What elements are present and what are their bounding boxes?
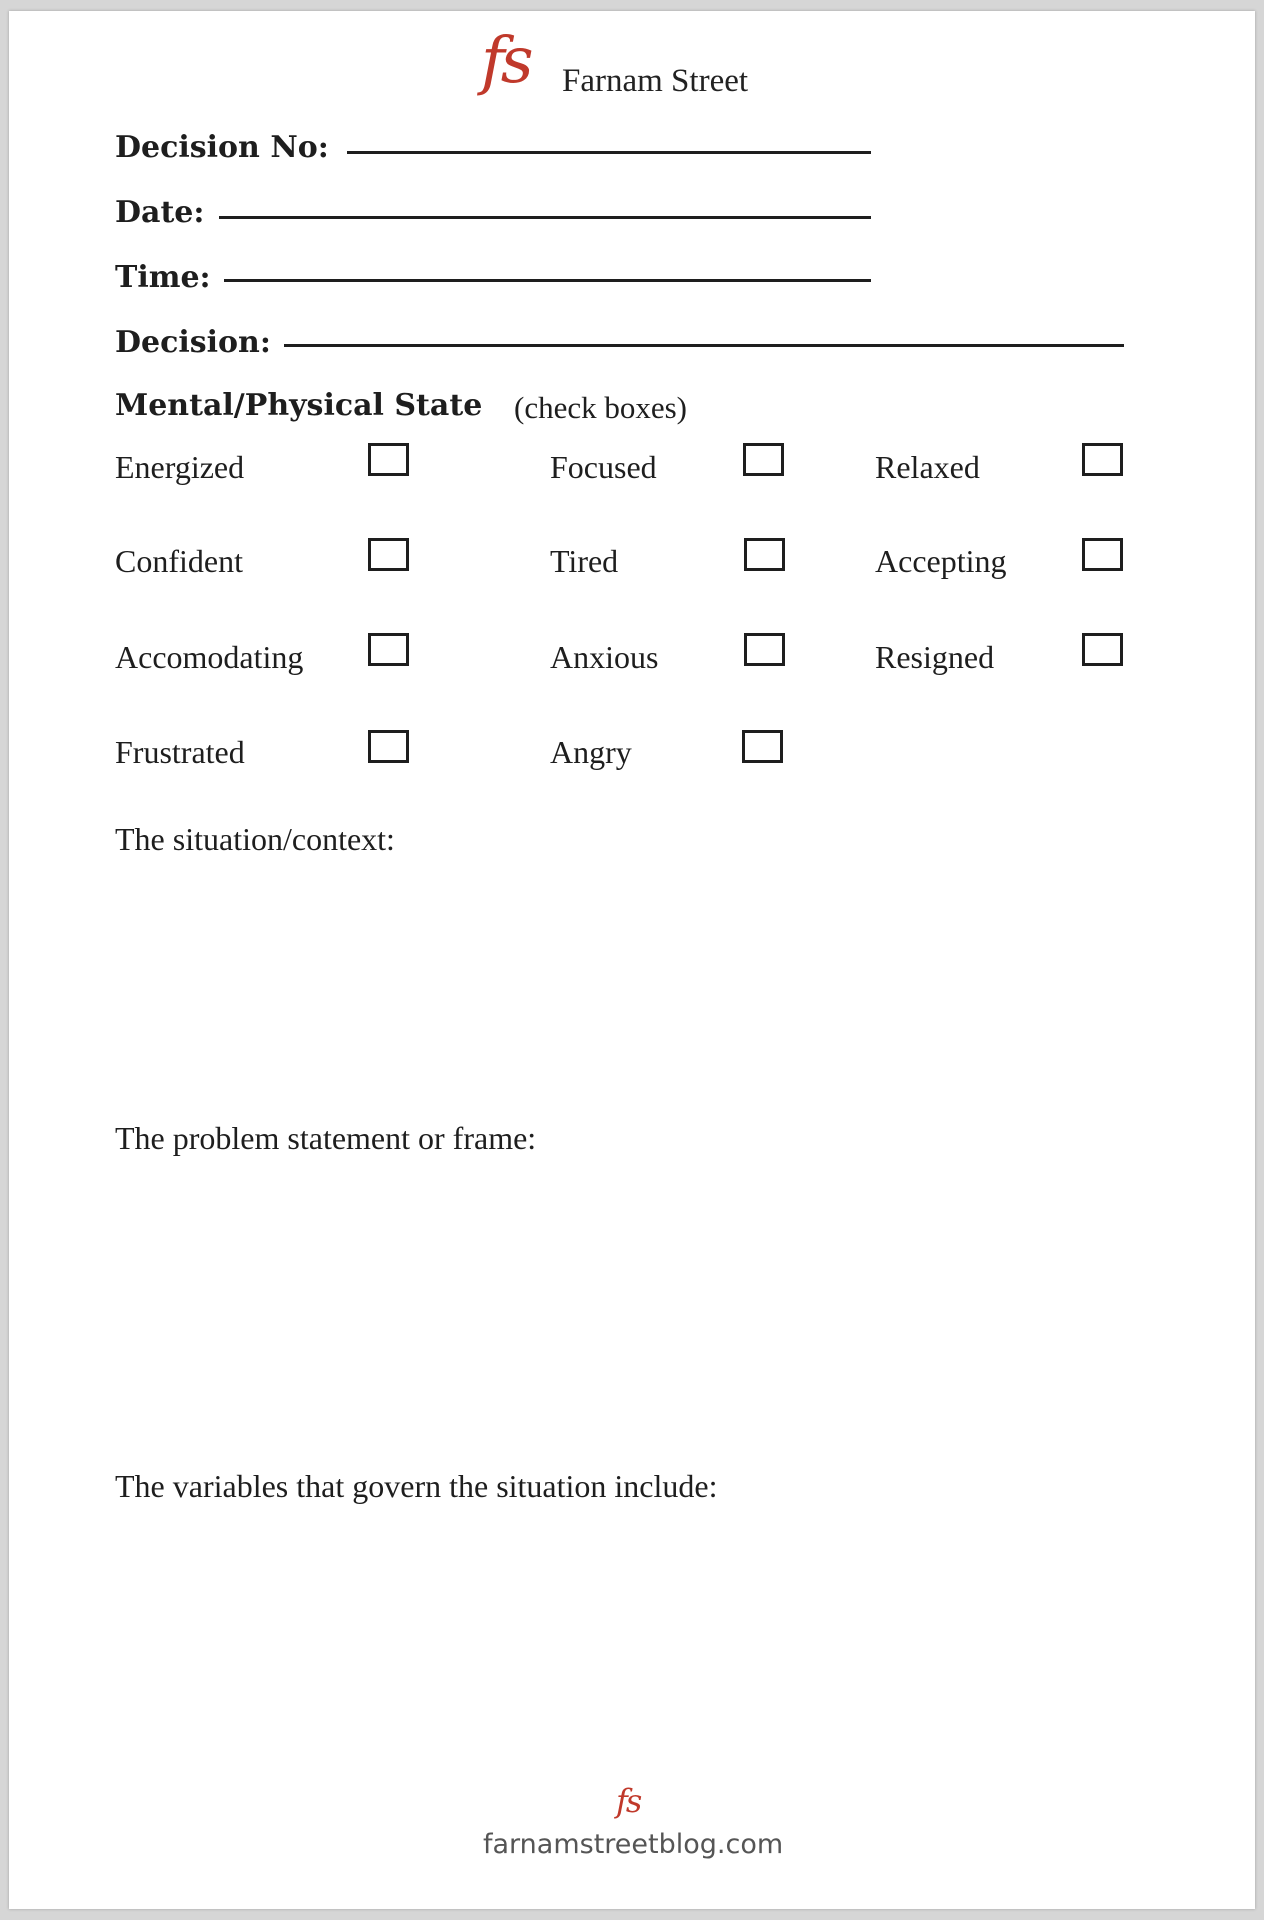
checkbox-accomodating[interactable] — [368, 633, 409, 666]
time-label: Time: — [115, 260, 211, 295]
situation-context-prompt: The situation/context: — [115, 821, 395, 857]
checkbox-frustrated[interactable] — [368, 730, 409, 763]
check-boxes-note: (check boxes) — [514, 390, 687, 425]
state-label-confident: Confident — [115, 543, 243, 579]
footer-logo-mark: fs — [616, 1782, 641, 1820]
state-label-focused: Focused — [550, 449, 657, 485]
time-field[interactable] — [224, 279, 871, 282]
decision-no-label: Decision No: — [115, 130, 329, 165]
checkbox-focused[interactable] — [743, 443, 784, 476]
checkbox-accepting[interactable] — [1082, 538, 1123, 571]
checkbox-confident[interactable] — [368, 538, 409, 571]
state-label-accepting: Accepting — [875, 543, 1007, 579]
variables-prompt: The variables that govern the situation include: — [115, 1468, 718, 1504]
decision-field[interactable] — [284, 344, 1124, 347]
checkbox-relaxed[interactable] — [1082, 443, 1123, 476]
state-label-resigned: Resigned — [875, 639, 995, 675]
state-label-energized: Energized — [115, 449, 245, 485]
brand-name: Farnam Street — [562, 63, 749, 99]
date-field[interactable] — [219, 216, 871, 219]
checkbox-anxious[interactable] — [744, 633, 785, 666]
problem-statement-prompt: The problem statement or frame: — [115, 1120, 537, 1156]
state-label-anxious: Anxious — [550, 639, 659, 675]
checkbox-angry[interactable] — [742, 730, 783, 763]
state-label-accomodating: Accomodating — [115, 639, 304, 675]
checkbox-tired[interactable] — [744, 538, 785, 571]
decision-no-field[interactable] — [347, 151, 871, 154]
date-label: Date: — [115, 195, 205, 230]
mental-physical-state-heading: Mental/Physical State — [115, 388, 483, 423]
state-label-relaxed: Relaxed — [875, 449, 980, 485]
state-label-angry: Angry — [550, 734, 632, 770]
checkbox-resigned[interactable] — [1082, 633, 1123, 666]
footer-url: farnamstreetblog.com — [483, 1829, 784, 1860]
farnam-street-logo-mark: fs — [481, 24, 530, 98]
decision-label: Decision: — [115, 325, 271, 360]
checkbox-energized[interactable] — [368, 443, 409, 476]
state-label-tired: Tired — [550, 543, 619, 579]
state-label-frustrated: Frustrated — [115, 734, 245, 770]
decision-journal-page — [9, 11, 1255, 1909]
